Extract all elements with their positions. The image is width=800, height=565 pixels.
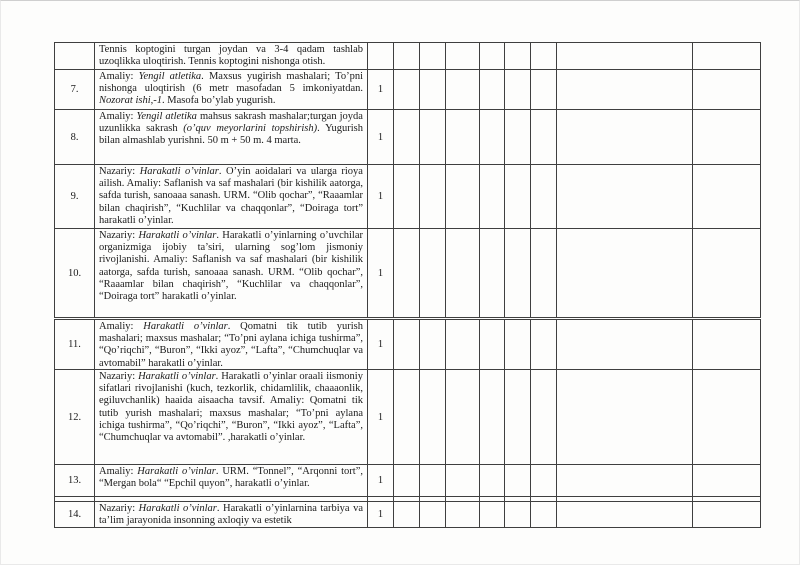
text-segment: Amaliy:: [99, 111, 137, 122]
row-number-cell: 11.: [55, 319, 95, 370]
row-number-cell: [55, 43, 95, 70]
table-row: [55, 110, 761, 165]
hours-cell: [368, 43, 394, 70]
empty-cell: [420, 502, 446, 528]
text-segment: . Qomatni tik tutib yurish mashalari; maxsus mashalar; “To’pni aylana ichiga tushirma”, “Qo’riqchi”, “Buron”, “Ikki ayoz”, “Lafta”, “Chumchuqlar va avtomabil” harakatli o’yinlar.: [99, 321, 363, 369]
empty-cell: [693, 229, 761, 319]
table-row: [55, 370, 761, 465]
italic-text-segment: Yengil atletika: [136, 111, 197, 122]
empty-cell: [480, 43, 505, 70]
empty-cell: [531, 110, 557, 165]
empty-cell: [446, 110, 480, 165]
empty-cell: [446, 43, 480, 70]
table-row: [55, 165, 761, 229]
text-segment: Amaliy:: [99, 71, 139, 82]
italic-text-segment: Harakatli o’vinlar: [138, 371, 216, 382]
empty-cell: [394, 165, 420, 229]
lesson-content-cell: [95, 110, 368, 165]
empty-cell: [420, 165, 446, 229]
empty-cell: [420, 70, 446, 110]
empty-cell: [557, 502, 693, 528]
empty-cell: [693, 502, 761, 528]
curriculum-table: [54, 42, 761, 528]
text-segment: Nazariy:: [99, 230, 139, 241]
table-row: [55, 319, 761, 370]
text-segment: Amaliy:: [99, 321, 144, 332]
hours-cell: 1: [368, 370, 394, 465]
empty-cell: [394, 502, 420, 528]
empty-cell: [693, 110, 761, 165]
lesson-content-cell: [95, 43, 368, 70]
table-row: [55, 43, 761, 70]
empty-cell: [505, 370, 531, 465]
lesson-content-cell: [95, 229, 368, 319]
row-number-cell: 8.: [55, 110, 95, 165]
table-row: [55, 465, 761, 497]
empty-cell: [505, 110, 531, 165]
italic-text-segment: (o’quv meyorlarini topshirish): [183, 123, 318, 135]
text-segment: . O’yin aoidalari va ularga rioya ailish. Amaliy: Saflanish va saf mashalari (bir kishilik aatorga, safda turish, sanoaaa sanash. URM. “Olib qochar”, “Raaamlar bilan chaqirish”, “Kuchlilar va chaqqonlar”, “Doiraga tort” harakatli o’yinlar.: [99, 166, 363, 226]
lesson-content-cell: [95, 165, 368, 229]
empty-cell: [505, 43, 531, 70]
empty-cell: [557, 319, 693, 370]
hours-cell: 1: [368, 165, 394, 229]
text-segment: . Maxsus yugirish mashalari; To’pni nishonga uloqtirish (6 metr masofadan 5 imkoniyatdan.: [99, 71, 363, 95]
empty-cell: [505, 70, 531, 110]
text-segment: Nazariy:: [99, 166, 140, 177]
empty-cell: [480, 502, 505, 528]
empty-cell: [693, 165, 761, 229]
row-number-cell: 10.: [55, 229, 95, 319]
empty-cell: [480, 319, 505, 370]
table-row: [55, 502, 761, 528]
text-segment: . Yugurish bilan almashlab yurishni. 50 m + 50 m. 4 marta.: [99, 123, 363, 147]
empty-cell: [531, 165, 557, 229]
empty-cell: [446, 70, 480, 110]
empty-cell: [394, 465, 420, 497]
row-number-cell: 13.: [55, 465, 95, 497]
empty-cell: [394, 319, 420, 370]
empty-cell: [693, 70, 761, 110]
hours-cell: 1: [368, 319, 394, 370]
row-number-cell: 14.: [55, 502, 95, 528]
empty-cell: [446, 465, 480, 497]
lesson-content-cell: [95, 465, 368, 497]
empty-cell: [394, 70, 420, 110]
empty-cell: [531, 229, 557, 319]
empty-cell: [693, 370, 761, 465]
italic-text-segment: Harakatli o’vinlar: [139, 166, 219, 177]
text-segment: Amaliy:: [99, 466, 138, 477]
italic-text-segment: Harakatli o’vinlar: [138, 230, 217, 241]
empty-cell: [531, 43, 557, 70]
empty-cell: [531, 370, 557, 465]
text-segment: mahsus sakrash mashalar;turgan joyda uzunlikka sakrash: [99, 111, 363, 135]
hours-cell: 1: [368, 70, 394, 110]
empty-cell: [480, 229, 505, 319]
text-segment: Tennis koptogini turgan joydan va 3-4 qadam tashlab uzoqlikka uloqtirish. Tennis koptogini nishonga otish.: [99, 44, 363, 68]
row-number-cell: 12.: [55, 370, 95, 465]
empty-cell: [693, 319, 761, 370]
table-row: [55, 70, 761, 110]
empty-cell: [557, 110, 693, 165]
text-segment: Nazariy:: [99, 503, 139, 514]
empty-cell: [505, 319, 531, 370]
text-segment: . Harakatli o’yinlar oraali iismoniy sifatlari rivojlanishi (kuch, tezkorlik, chidamlilik, chaaaonlik, egiluvchanlik) haaida aisaacha tavsif. Amaliy: Qomatni tik tutib yurish mashalari; maxsus mashalar; “To’pni aylana ichiga tushirma”, “Qo’riqchi”, “Buron”, “Ikki ayoz”, “Lafta”, “Chumchuqlar va avtomabil”. ,harakatli o’yinlar.: [99, 371, 363, 444]
empty-cell: [557, 70, 693, 110]
italic-text-segment: Yengil atletika: [138, 71, 202, 82]
empty-cell: [557, 229, 693, 319]
empty-cell: [505, 502, 531, 528]
empty-cell: [505, 229, 531, 319]
empty-cell: [557, 370, 693, 465]
empty-cell: [505, 165, 531, 229]
text-segment: . Masofa bo’ylab yugurish.: [162, 95, 276, 107]
empty-cell: [531, 502, 557, 528]
empty-cell: [446, 229, 480, 319]
empty-cell: [480, 465, 505, 497]
empty-cell: [420, 465, 446, 497]
empty-cell: [557, 465, 693, 497]
empty-cell: [480, 370, 505, 465]
text-segment: . Harakatli o’yinlarning o’uvchilar organizmiga ijobiy ta’siri, ularning sog’lom jismoniy rivojlanishi. Amaliy: Saflanish va saf mashalari (bir kishilik aatorga, safda turish, sanoaaa sanash. URM. “Olib qochar”, “Raaamlar bilan chaqirish”, “Kuchlilar va chaqqonlar”, “Doiraga tort” harakatli o’yinlar.: [99, 230, 363, 303]
empty-cell: [557, 43, 693, 70]
italic-text-segment: Harakatli o’vinlar: [137, 466, 216, 477]
empty-cell: [557, 165, 693, 229]
empty-cell: [420, 229, 446, 319]
empty-cell: [420, 319, 446, 370]
empty-cell: [394, 229, 420, 319]
empty-cell: [693, 465, 761, 497]
lesson-content-cell: [95, 370, 368, 465]
row-number-cell: 7.: [55, 70, 95, 110]
empty-cell: [505, 465, 531, 497]
empty-cell: [420, 370, 446, 465]
empty-cell: [446, 165, 480, 229]
italic-text-segment: Harakatli o’vinlar: [143, 321, 228, 332]
empty-cell: [394, 370, 420, 465]
hours-cell: 1: [368, 465, 394, 497]
hours-cell: 1: [368, 110, 394, 165]
row-number-cell: 9.: [55, 165, 95, 229]
text-segment: Nazariy:: [99, 371, 139, 382]
lesson-content-cell: [95, 319, 368, 370]
lesson-content-cell: [95, 502, 368, 528]
text-segment: . URM. “Tonnel”, “Arqonni tort”, “Mergan bola“ “Epchil quyon”, harakatli o’yinlar.: [99, 466, 363, 490]
empty-cell: [446, 502, 480, 528]
empty-cell: [480, 165, 505, 229]
empty-cell: [394, 43, 420, 70]
hours-cell: 1: [368, 229, 394, 319]
empty-cell: [531, 70, 557, 110]
empty-cell: [420, 43, 446, 70]
empty-cell: [480, 70, 505, 110]
empty-cell: [531, 319, 557, 370]
hours-cell: 1: [368, 502, 394, 528]
empty-cell: [480, 110, 505, 165]
empty-cell: [693, 43, 761, 70]
table-row: [55, 229, 761, 319]
empty-cell: [446, 370, 480, 465]
text-segment: . Harakatli o’yinlarnina tarbiya va ta’lim jarayonida insonning axloqiy va estetik: [99, 503, 363, 526]
lesson-content-cell: [95, 70, 368, 110]
italic-text-segment: Harakatli o’vinlar: [138, 503, 217, 514]
empty-cell: [531, 465, 557, 497]
empty-cell: [446, 319, 480, 370]
empty-cell: [420, 110, 446, 165]
empty-cell: [394, 110, 420, 165]
italic-text-segment: Nozorat ishi,-1: [99, 95, 163, 107]
